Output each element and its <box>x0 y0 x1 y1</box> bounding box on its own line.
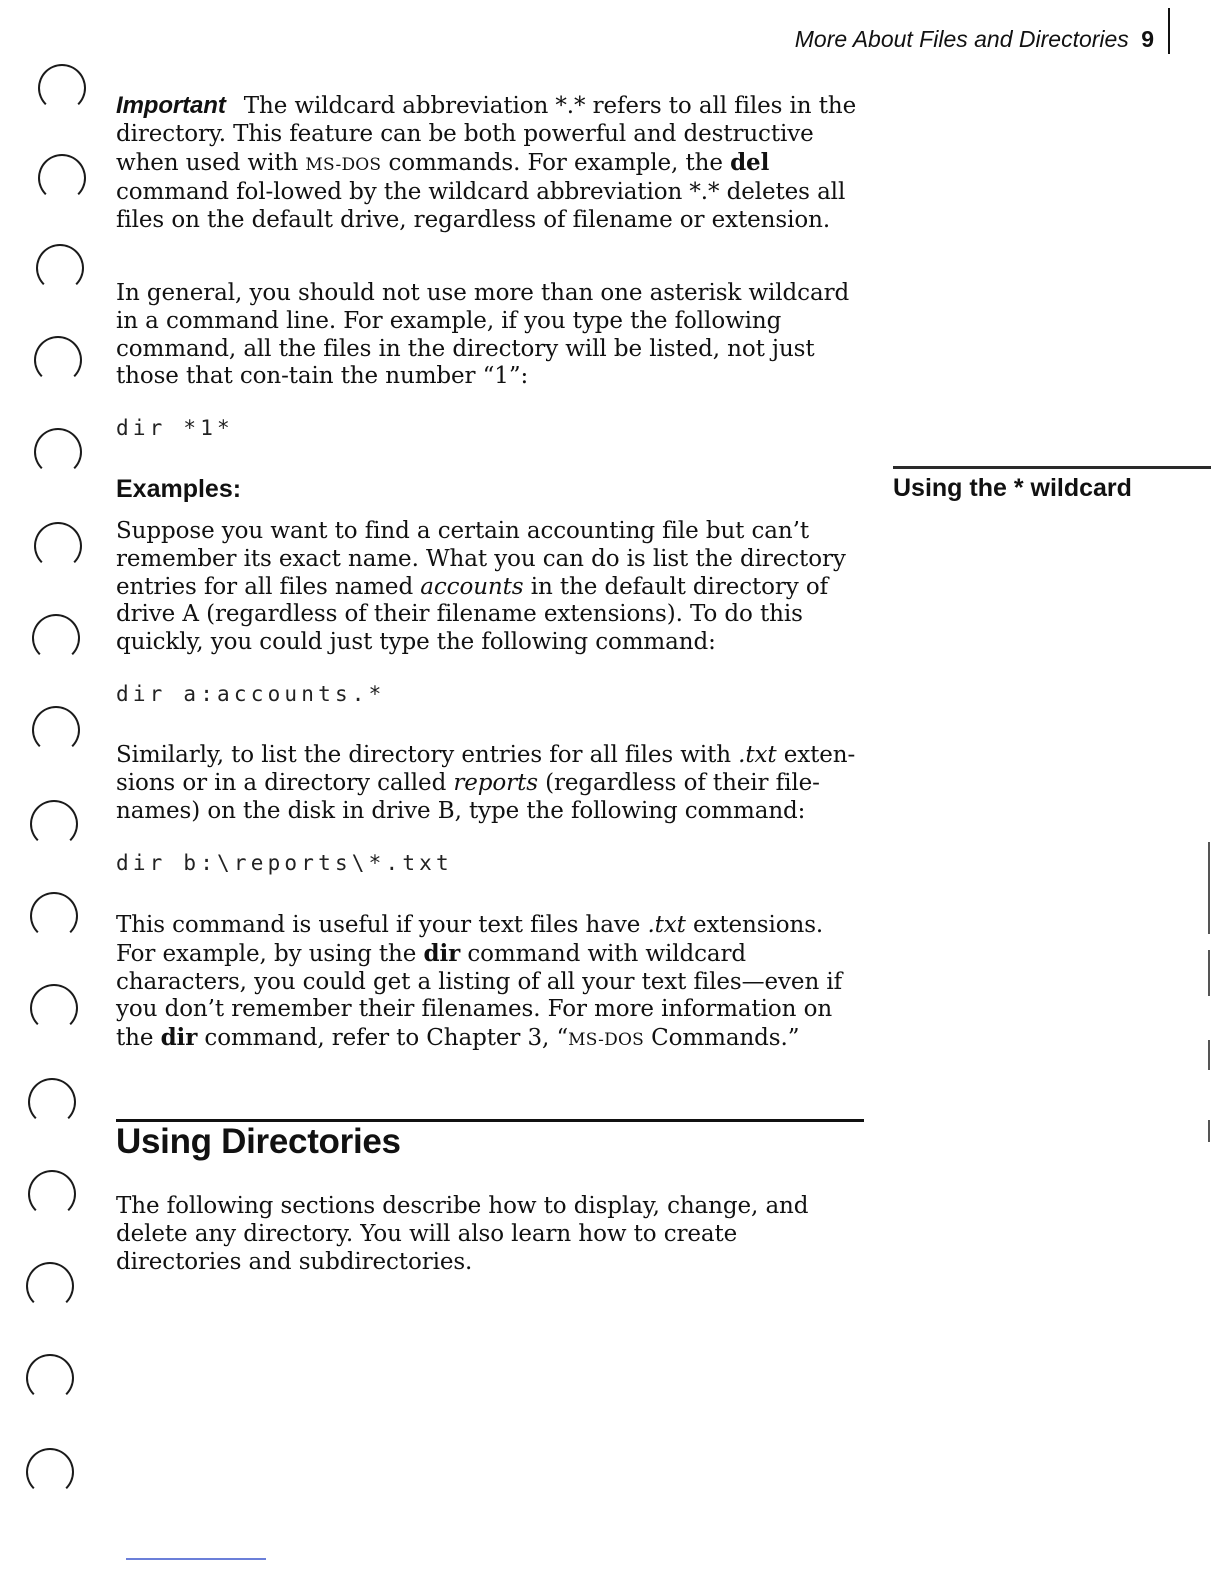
binder-hole <box>26 1262 74 1310</box>
edge-mark <box>1208 950 1210 996</box>
binder-hole <box>30 892 78 940</box>
general-paragraph: In general, you should not use more than one asterisk wildcard in a command line. For example, if you type the following command, all the files in the directory will be listed, not just those that con-tain the number “1”: <box>116 280 850 390</box>
footer-line <box>126 1558 266 1560</box>
binder-hole <box>30 984 78 1032</box>
binder-hole <box>38 64 86 112</box>
important-note <box>116 92 864 235</box>
running-head-rule <box>1168 8 1170 54</box>
running-head <box>795 26 1154 53</box>
examples-heading: Examples: <box>116 475 242 503</box>
code-example-1: dir *1* <box>116 416 234 440</box>
example-2-block <box>116 742 864 825</box>
edge-mark <box>1208 1040 1210 1070</box>
code-example-1-block <box>116 416 864 440</box>
code-example-3-block <box>116 851 864 875</box>
example-3-paragraph: This command is useful if your text files have .txt extensions. For example, by using the dir command with wildcard characters, you could get a listing of all your text files—even if you don’t remember their filenames. For more information on the dir command, refer to Chapter 3, “MS-DOS Commands.” <box>116 912 843 1052</box>
del-command: del <box>730 148 770 176</box>
edge-mark <box>1208 842 1210 934</box>
important-label: Important <box>116 92 226 119</box>
example-2-paragraph: Similarly, to list the directory entries for all files with .txt exten-sions or in a directory called reports (regardless of their file-names) on the disk in drive B, type the following command: <box>116 742 856 824</box>
binder-hole <box>26 1354 74 1402</box>
binder-hole <box>32 706 80 754</box>
section-title: Using Directories <box>116 1122 401 1161</box>
section-intro-block <box>116 1193 864 1276</box>
binder-hole <box>30 800 78 848</box>
example-3-block <box>116 912 864 1055</box>
code-example-3: dir b:\reports\*.txt <box>116 851 453 875</box>
example-1-paragraph: Suppose you want to find a certain accounting file but can’t remember its exact name. What you can do is list the directory entries for all files named accounts in the default directory of drive A (regardless of their filename extensions). To do this quickly, you could just type the following command: <box>116 518 846 656</box>
binder-hole <box>38 154 86 202</box>
margin-note-rule <box>893 466 1211 469</box>
page-number: 9 <box>1141 26 1154 52</box>
running-head-title: More About Files and Directories <box>794 26 1129 52</box>
binder-hole <box>34 522 82 570</box>
examples-heading-block <box>116 475 864 504</box>
binder-hole <box>36 244 84 292</box>
binder-hole <box>28 1170 76 1218</box>
code-example-2-block <box>116 682 864 706</box>
binder-hole <box>28 1078 76 1126</box>
important-note-paragraph: Important The wildcard abbreviation *.* refers to all files in the directory. This feature can be both powerful and destructive when used with MS-DOS commands. For example, the del command fol-lowed by the wildcard abbreviation *.* deletes all files on the default drive, regardless of filename or extension. <box>116 92 857 234</box>
binder-hole <box>32 614 80 662</box>
binder-holes <box>20 0 100 1584</box>
binder-hole <box>26 1448 74 1496</box>
edge-mark <box>1208 1120 1210 1142</box>
margin-note: Using the * wildcard <box>893 474 1132 502</box>
general-paragraph-block <box>116 280 864 391</box>
example-1-block <box>116 518 864 657</box>
section-intro: The following sections describe how to display, change, and delete any directory. You will also learn how to create directories and subdirectories. <box>116 1193 809 1275</box>
binder-hole <box>34 428 82 476</box>
code-example-2: dir a:accounts.* <box>116 682 386 706</box>
binder-hole <box>34 336 82 384</box>
